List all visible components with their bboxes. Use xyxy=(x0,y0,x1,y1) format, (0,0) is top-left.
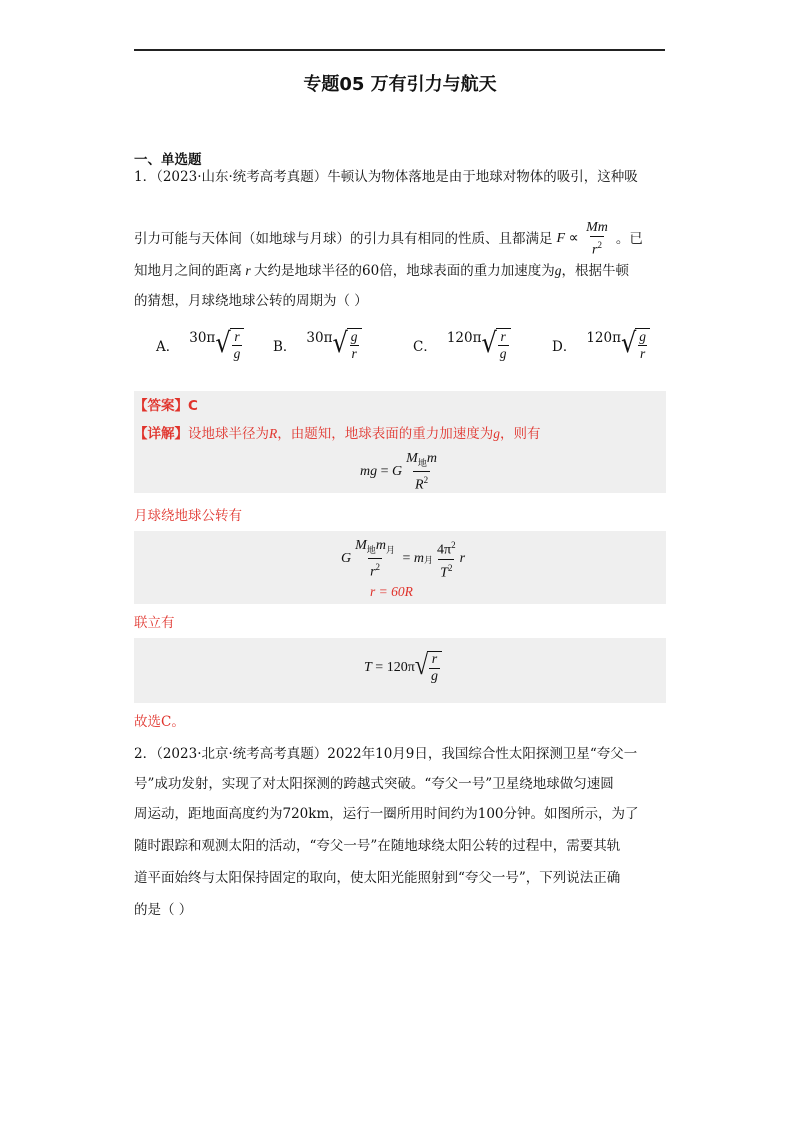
q2-line4: 随时跟踪和观测太阳的活动，“夸父一号”在随地球绕太阳公转的过程中，需要其轨 xyxy=(134,838,621,854)
q2-line2: 号”成功发射，实现了对太阳探测的跨越式突破。“夸父一号”卫星绕地球做匀速圆 xyxy=(134,776,614,792)
orbit-text: 月球绕地球公转有 xyxy=(134,508,242,524)
top-rule xyxy=(134,49,665,51)
option-b[interactable]: B． 30π √ $\frac{g}{r}$ xyxy=(273,328,362,362)
period-formula: T = 120π √ $\frac{r}{g}$ xyxy=(364,651,442,685)
q1-line2-end: 。已 xyxy=(615,231,643,248)
distance-relation: r = 60R xyxy=(370,584,413,599)
q2-line6: 的是（ ） xyxy=(134,902,193,918)
q1-line3-c: ，根据牛顿 xyxy=(561,263,629,279)
orbit-formula: G $\frac{M_地m_月}{r^2}$ = m 月 $\frac{4\pi^2}{T^2}$ r xyxy=(341,537,466,581)
surface-gravity-formula: mg = G $\frac{M_地m}{R^2}$ xyxy=(360,451,437,493)
page-title: 专题05 万有引力与航天 xyxy=(303,74,497,95)
option-c[interactable]: C． 120π √ $\frac{r}{g}$ xyxy=(413,328,511,362)
answer-line: 【答案】C xyxy=(134,398,198,414)
sqrt-b: √ $\frac{g}{r}$ xyxy=(332,328,361,362)
sqrt-a: √ $\frac{r}{g}$ xyxy=(215,328,244,362)
q1-line3-b: 大约是地球半径的60倍，地球表面的重力加速度为 xyxy=(254,263,555,279)
q1-line1: 1．（2023·山东·统考高考真题）牛顿认为物体落地是由于地球对物体的吸引，这种吸 xyxy=(134,169,638,185)
q1-line3-a: 知地月之间的距离 xyxy=(134,263,242,279)
gravity-law-formula: F ∝ $\frac{Mm}{r^2}$ xyxy=(556,220,608,258)
sqrt-c: √ $\frac{r}{g}$ xyxy=(481,328,510,362)
option-d[interactable]: D． 120π √ $\frac{g}{r}$ xyxy=(552,328,650,362)
q1-line3: 知地月之间的距离 r 大约是地球半径的60倍，地球表面的重力加速度为g，根据牛顿 xyxy=(134,263,629,279)
q1-line2-text: 引力可能与天体间（如地球与月球）的引力具有相同的性质、且都满足 xyxy=(134,231,553,248)
q2-line5: 道平面始终与太阳保持固定的取向，使太阳光能照射到“夸父一号”，下列说法正确 xyxy=(134,870,621,886)
conclusion: 故选C。 xyxy=(134,714,185,730)
detail-line: 【详解】设地球半径为R，由题知，地球表面的重力加速度为g，则有 xyxy=(134,426,541,442)
section-heading: 一、单选题 xyxy=(134,152,202,168)
q2-line3: 周运动，距地面高度约为720km，运行一圈所用时间约为100分钟。如图所示，为了 xyxy=(134,806,639,822)
q1-line2 xyxy=(134,220,674,259)
altitude-value: 720km xyxy=(282,806,330,822)
option-a[interactable]: A． 30π √ $\frac{r}{g}$ xyxy=(156,328,244,362)
sqrt-d: √ $\frac{g}{r}$ xyxy=(621,328,650,362)
q1-line4: 的猜想，月球绕地球公转的周期为（ ） xyxy=(134,293,368,309)
q2-line1: 2．（2023·北京·统考高考真题）2022年10月9日，我国综合性太阳探测卫星“夸父一 xyxy=(134,746,638,762)
combine-text: 联立有 xyxy=(134,615,175,631)
